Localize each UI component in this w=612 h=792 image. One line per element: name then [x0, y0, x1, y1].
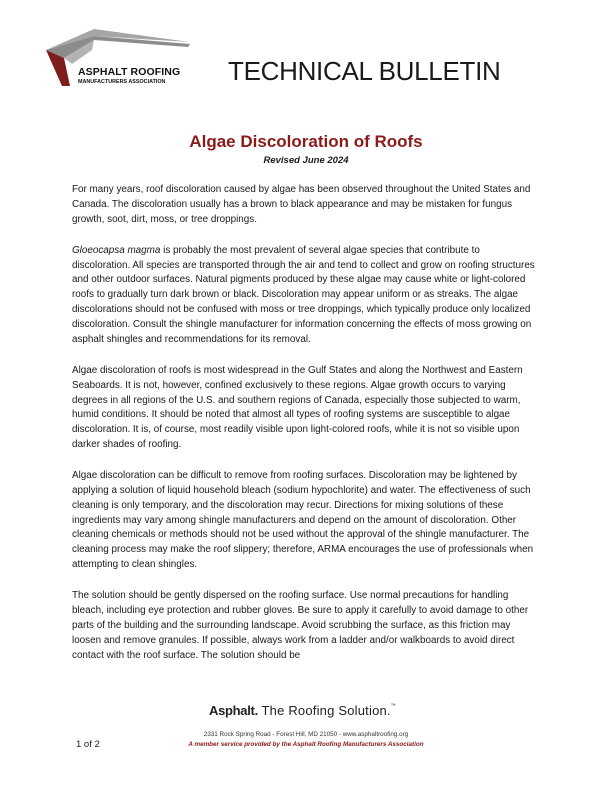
- revised-date: Revised June 2024: [263, 155, 349, 166]
- logo-name: ASPHALT ROOFING: [78, 66, 181, 78]
- document-body: [72, 183, 540, 680]
- paragraph-5: [72, 589, 540, 663]
- paragraph-1: [72, 183, 540, 227]
- paragraph-text: Algae discoloration of roofs is most widespread in the Gulf States and along the Northwest and Eastern Seaboards. It is not, however, confined exclusively to these regions. Algae growth occurs to varying degrees in all regions of the U.S. and southern regions of Canada, especially those subjected to warm, humid conditions. It should be noted that almost all types of roofing systems are susceptible to algae discoloration. It is, of course, most readily visible upon light-colored roofs, while it is not so visible upon darker shades of roofing.: [72, 364, 523, 450]
- arma-logo: [40, 28, 210, 92]
- paragraph-text: The solution should be gently dispersed on the roofing surface. Use normal precautions for handling bleach, including eye protection and rubber gloves. Be sure to apply it carefully to avoid damage to other parts of the building and the surrounding landscape. Avoid scrubbing the surface, as this friction may loosen and remove granules. If possible, always work from a ladder and/or walkboards to avoid direct contact with the roof surface. The solution should be: [72, 590, 529, 661]
- trademark-mark: ™: [390, 703, 396, 709]
- paragraph-2: [72, 244, 540, 348]
- paragraph-4: [72, 469, 540, 573]
- footer-member-line: A member service provided by the Asphalt Roofing Manufacturers Association: [188, 741, 424, 748]
- slogan-brand: Asphalt.: [209, 703, 258, 718]
- document-title: Algae Discoloration of Roofs: [189, 132, 423, 151]
- footer-address: 2331 Rock Spring Road - Forest Hill, MD 21050 - www.asphaltroofing.org: [203, 731, 409, 738]
- paragraph-text: is probably the most prevalent of several algae species that contribute to discoloration. All species are transported through the air and tend to collect and grow on roofing structures and other outdoor surfaces. Natural pigments produced by these algae may cause white or light-colored roofs to gradually turn dark brown or black. Discoloration may appear uniform or as streaks. The algae discolorations should not be confused with moss or tree droppings, which typically produce only localized discoloration. Consult the shingle manufacturer for information concerning the effects of moss growing on asphalt shingles and recommendations for its removal.: [72, 244, 535, 345]
- paragraph-3: [72, 364, 540, 453]
- species-name: Gloeocapsa magma: [72, 244, 161, 256]
- bulletin-title: TECHNICAL BULLETIN: [228, 56, 501, 86]
- footer-slogan: [209, 703, 396, 718]
- page-number: 1 of 2: [76, 739, 100, 750]
- logo-subtitle: MANUFACTURERS ASSOCIATION: [78, 79, 166, 85]
- paragraph-text: Algae discoloration can be difficult to remove from roofing surfaces. Discoloration may be lightened by applying a solution of liquid household bleach (sodium hypochlorite) and water. The effectiveness of such cleaning is only temporary, and the discoloration may recur. Directions for mixing solutions of these ingredients may vary among shingle manufacturers and depend on the amount of discoloration. Other cleaning chemicals or methods should not be used without the approval of the shingle manufacturer. The cleaning process may make the roof slippery; therefore, ARMA encourages the use of professionals when attempting to clean shingles.: [72, 470, 534, 571]
- slogan-text: The Roofing Solution.: [261, 703, 391, 718]
- paragraph-text: For many years, roof discoloration caused by algae has been observed throughout the United States and Canada. The discoloration usually has a brown to black appearance and may be mistaken for fungus growth, soot, dirt, moss, or tree droppings.: [72, 184, 531, 225]
